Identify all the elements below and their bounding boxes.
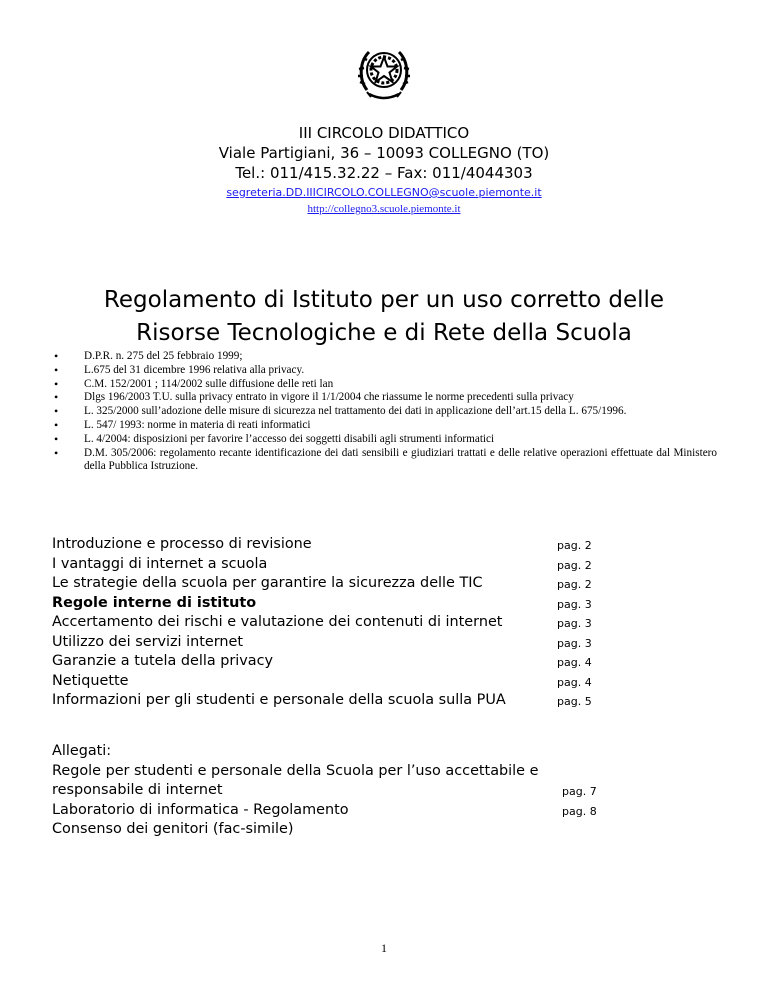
reference-item: • Dlgs 196/2003 T.U. sulla privacy entrato in vigore il 1/1/2004 che riassume le norme precedenti sulla privacy: [52, 391, 717, 405]
toc-entry: [52, 594, 662, 614]
toc-entry-page: pag. 4: [557, 675, 592, 689]
toc-entry-page: pag. 5: [557, 695, 592, 708]
attachment-item-page: pag. 7: [562, 785, 597, 798]
toc-entry-title: Netiquette: [52, 672, 129, 689]
italian-republic-emblem-icon: [355, 40, 413, 102]
attachments-heading: Allegati:: [52, 743, 112, 759]
toc-entry-page: pag. 3: [557, 636, 592, 650]
attachments-section: [52, 742, 672, 840]
toc-entry: [52, 555, 662, 575]
toc-entry-title: Informazioni per gli studenti e personale della scuola sulla PUA: [52, 692, 506, 708]
toc-entry: [52, 691, 662, 711]
reference-item: • L. 325/2000 sull’adozione delle misure di sicurezza nel trattamento dei dati in applicazione dell’art.15 della L. 675/1996.: [52, 405, 717, 419]
toc-entry-title: Introduzione e processo di revisione: [52, 536, 312, 552]
toc-entry: [52, 652, 662, 672]
attachment-item-text: Consenso dei genitori (fac-simile): [52, 821, 294, 837]
page-number: 1: [381, 941, 387, 955]
school-email-link[interactable]: segreteria.DD.IIICIRCOLO.COLLEGNO@scuole.piemonte.it: [226, 186, 542, 199]
attachment-item: [52, 801, 672, 821]
table-of-contents: [52, 535, 662, 711]
toc-entry: [52, 633, 662, 653]
toc-entry-title: Utilizzo dei servizi internet: [52, 633, 244, 650]
document-title-line2: Risorse Tecnologiche e di Rete della Scuola: [136, 320, 632, 346]
toc-entry: [52, 672, 662, 692]
toc-entry-page: pag. 2: [557, 558, 592, 572]
reference-item: • L.675 del 31 dicembre 1996 relativa alla privacy.: [52, 364, 717, 378]
toc-entry-title: Le strategie della scuola per garantire la sicurezza delle TIC: [52, 575, 483, 591]
reference-item: • L. 4/2004: disposizioni per favorire l’accesso dei soggetti disabili agli strumenti informatici: [52, 433, 717, 447]
attachment-item: [52, 781, 672, 801]
toc-entry-title: Accertamento dei rischi e valutazione dei contenuti di internet: [52, 614, 503, 630]
toc-entry-title: I vantaggi di internet a scuola: [52, 555, 268, 572]
toc-entry: [52, 613, 662, 633]
attachment-item-text: Laboratorio di informatica - Regolamento: [52, 801, 349, 818]
toc-entry-page: pag. 2: [557, 539, 592, 552]
reference-item: • L. 547/ 1993: norme in materia di reati informatici: [52, 419, 717, 433]
school-name: III CIRCOLO DIDATTICO: [298, 124, 470, 142]
toc-entry: [52, 574, 662, 594]
attachment-item-text: responsabile di internet: [52, 782, 223, 798]
toc-entry-title: Regole interne di istituto: [52, 594, 257, 611]
toc-entry: [52, 535, 662, 555]
document-title-line1: Regolamento di Istituto per un uso corretto delle: [103, 287, 665, 313]
attachment-item-page: pag. 8: [562, 804, 597, 818]
school-address: Viale Partigiani, 36 – 10093 COLLEGNO (TO): [218, 144, 550, 162]
legal-references-list: [52, 350, 717, 474]
toc-entry-page: pag. 3: [557, 617, 592, 630]
toc-entry-page: pag. 4: [557, 656, 592, 669]
reference-item: • C.M. 152/2001 ; 114/2002 sulle diffusione delle reti lan: [52, 378, 717, 392]
attachment-item-text: Regole per studenti e personale della Scuola per l’uso accettabile e: [52, 762, 539, 779]
toc-entry-page: pag. 2: [557, 578, 592, 591]
reference-item: • D.M. 305/2006: regolamento recante identificazione dei dati sensibili e giudiziari trattati e delle relative operazioni effettuate dal Ministero della Pubblica Istruzione.: [52, 447, 717, 475]
school-phone-fax: Tel.: 011/415.32.22 – Fax: 011/4044303: [235, 164, 533, 182]
toc-entry-page: pag. 3: [557, 597, 592, 611]
reference-item: • D.P.R. n. 275 del 25 febbraio 1999;: [52, 350, 717, 364]
attachment-item: [52, 820, 672, 840]
school-website-link[interactable]: http://collegno3.scuole.piemonte.it: [307, 203, 461, 215]
toc-entry-title: Garanzie a tutela della privacy: [52, 653, 274, 669]
